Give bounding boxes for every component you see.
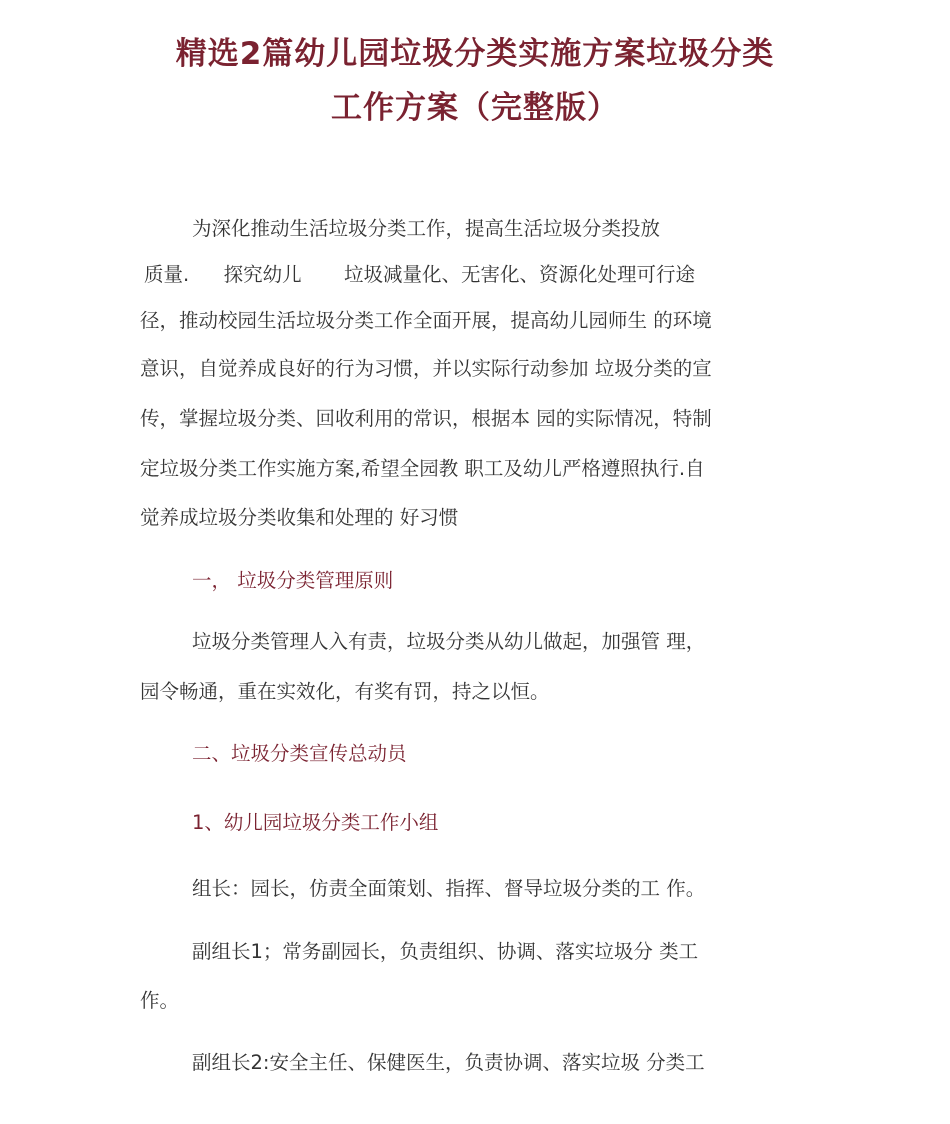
subsection-1-heading: 1、幼儿园垃圾分类工作小组 — [192, 811, 439, 834]
intro-line-1: 为深化推动生活垃圾分类工作，提高生活垃圾分类投放 — [192, 217, 661, 240]
intro-line-4: 意识，自觉养成良好的行为习惯，并以实际行动参加 垃圾分类的宣 — [140, 357, 712, 380]
intro-line-2 — [144, 262, 824, 288]
section-1-heading: 一， 垃圾分类管理原则 — [192, 569, 394, 592]
intro-fragment-path: 垃圾减量化、无害化、资源化处理可行途 — [344, 263, 696, 286]
section-1-line-2: 园令畅通，重在实效化，有奖有罚，持之以恒。 — [140, 680, 550, 703]
deputy-leader-2-line: 副组长2:安全主任、保健医生，负责协调、落实垃圾 分类工 — [192, 1051, 705, 1074]
deputy-leader-1-line: 副组长1；常务副园长，负责组织、协调、落实垃圾分 类工 — [192, 940, 699, 963]
deputy-leader-1-continuation: 作。 — [140, 989, 180, 1012]
section-2-heading: 二、垃圾分类宣传总动员 — [192, 742, 407, 765]
section-1-line-1: 垃圾分类管理人入有责，垃圾分类从幼儿做起，加强管 理， — [192, 630, 706, 653]
document-title-line-2: 工作方案（完整版） — [331, 90, 619, 126]
document-title-line-1: 精选2篇幼儿园垃圾分类实施方案垃圾分类 — [175, 36, 775, 72]
group-leader-line: 组长：园长，仿责全面策划、指挥、督导垃圾分类的工 作。 — [192, 877, 706, 900]
intro-line-6: 定垃圾分类工作实施方案,希望全园教 职工及幼儿严格遵照执行.自 — [140, 457, 705, 480]
intro-fragment-explore: 探究幼儿 — [223, 263, 302, 286]
intro-line-5: 传，掌握垃圾分类、回收利用的常识，根据本 园的实际情况，特制 — [140, 407, 712, 430]
intro-line-7: 觉养成垃圾分类收集和处理的 好习惯 — [140, 506, 459, 529]
intro-line-3: 径，推动校园生活垃圾分类工作全面开展，提高幼儿园师生 的环境 — [140, 309, 712, 332]
intro-fragment-quality: 质量. — [144, 263, 190, 286]
